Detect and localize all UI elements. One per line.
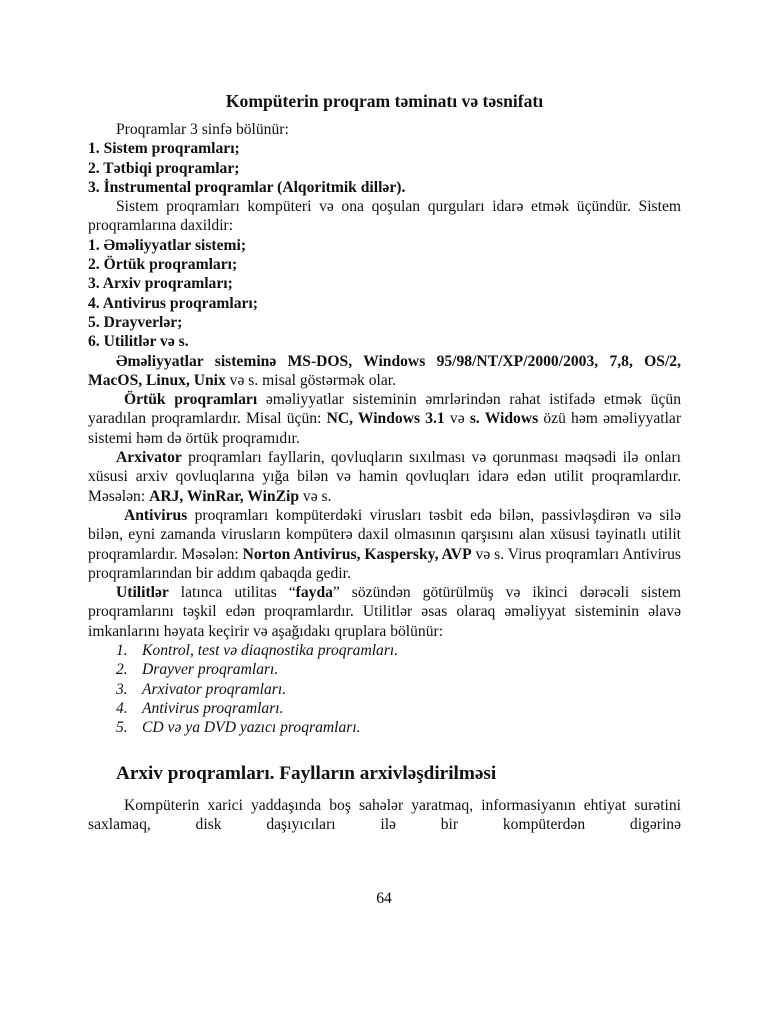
os-paragraph <box>88 352 681 391</box>
archiver-text: proqramları fayllarin, qovluqların sıxılması və qorunması məqsədi ilə onları xüsusi arxiv qovluqlarına yığa bilən və hamin qovluqları idarə edən utilit proqramlardır. Məsələn: <box>88 449 681 505</box>
list-text: Arxivator proqramları. <box>142 680 287 698</box>
list-number: 1. <box>116 642 128 660</box>
list-number: 5. <box>116 719 128 737</box>
list-text: Drayver proqramları. <box>142 661 279 679</box>
list-item: 3. İnstrumental proqramlar (Alqoritmik dillər). <box>88 178 406 196</box>
list-number: 2. <box>116 661 128 679</box>
os-text: və s. misal göstərmək olar. <box>225 371 396 389</box>
system-programs-list <box>88 236 681 352</box>
list-item <box>88 680 681 699</box>
list-item: 1. Əməliyyatlar sistemi; <box>88 236 247 254</box>
system-intro-paragraph: Sistem proqramları kompüteri və ona qoşulan qurguları idarə etmək üçündür. Sistem proqramlarına daxildir: <box>88 198 681 235</box>
os-names: Əməliyyatlar sisteminə MS-DOS, Windows 95/98/NT/XP/2000/2003, 7,8, OS/2, MacOS, Linux, Unix <box>88 352 681 389</box>
list-text: CD və ya DVD yazıcı proqramları. <box>142 719 361 737</box>
list-item: 2. Tətbiqi proqramlar; <box>88 159 240 177</box>
intro-text: Proqramlar 3 sinfə bölünür: <box>116 121 289 138</box>
list-item: 1. Sistem proqramları; <box>88 140 240 158</box>
shell-paragraph <box>88 390 681 448</box>
list-item: 2. Örtük proqramları; <box>88 256 238 274</box>
page-number: 64 <box>376 890 392 907</box>
list-item: 6. Utilitlər və s. <box>88 333 189 351</box>
list-item: 3. Arxiv proqramları; <box>88 275 233 293</box>
section-heading: Arxiv proqramları. Faylların arxivləşdirilməsi <box>116 762 497 784</box>
utilities-fayda: fayda <box>295 584 333 602</box>
page-title: Kompüterin proqram təminatı və təsnifatı <box>225 91 544 111</box>
list-item <box>88 660 681 679</box>
shell-text: özü həm əməliyyatlar sistemi həm də örtük proqramıdır. <box>88 410 682 447</box>
antivirus-text: proqramları kompüterdəki virusları təsbit edə bilən, passivləşdirən və silə bilən, eyni zamanda virusların kompüterə daxil olmasının qarşısını alan xüsusi təyinatlı utilit proqramlardır. Məsələn: <box>88 506 681 563</box>
shell-term: Örtük proqramları <box>124 391 258 409</box>
list-item <box>88 699 681 718</box>
utility-groups-list <box>88 641 681 737</box>
utilities-paragraph <box>88 583 681 641</box>
list-item <box>88 641 681 660</box>
shell-example-widows: s. Widows <box>469 410 539 428</box>
archiver-examples: ARJ, WinRar, WinZip <box>149 487 299 505</box>
archiver-term: Arxivator <box>116 449 182 467</box>
utilities-text: latınca utilitas “ <box>168 584 296 602</box>
list-text: Antivirus proqramları. <box>142 699 284 717</box>
antivirus-text: və s. Virus proqramları Antivirus proqramlarından bir addım qabaqda gedir. <box>88 545 681 582</box>
antivirus-paragraph <box>88 506 681 583</box>
antivirus-term: Antivirus <box>124 506 188 524</box>
archiver-text: və s. <box>299 487 332 505</box>
shell-text: əməliyyatlar sisteminin əmrlərindən rahat istifadə etmək üçün yaradılan proqramlardır. Misal üçün: <box>88 391 681 428</box>
archiver-paragraph <box>88 448 681 506</box>
list-number: 4. <box>116 699 128 717</box>
program-classes-list <box>88 139 681 197</box>
list-item: 4. Antivirus proqramları; <box>88 294 258 312</box>
list-number: 3. <box>116 680 128 698</box>
list-item: 5. Drayverlər; <box>88 313 183 331</box>
shell-text: və <box>444 410 470 428</box>
utilities-term: Utilitlər <box>116 584 169 602</box>
section2-paragraph: Kompüterin xarici yaddaşında boş sahələr yaratmaq, informasiyanın ehtiyat surətini saxlamaq, disk daşıyıcıları ilə bir kompüterdən digərinə <box>88 796 681 833</box>
list-item <box>88 718 681 737</box>
antivirus-examples: Norton Antivirus, Kaspersky, AVP <box>242 545 472 563</box>
page-content <box>88 90 681 834</box>
shell-examples: NC, Windows 3.1 <box>326 410 445 428</box>
list-text: Kontrol, test və diaqnostika proqramları. <box>142 642 399 660</box>
utilities-text: ” sözündən götürülmüş və ikinci dərəcəli sistem proqramlarını təşkil edən proqramlardır. Utilitlər əsas olaraq əməliyyat sisteminin əlavə imkanlarını həyata keçirir və aşağıdakı qruplara bölünür: <box>88 584 681 640</box>
